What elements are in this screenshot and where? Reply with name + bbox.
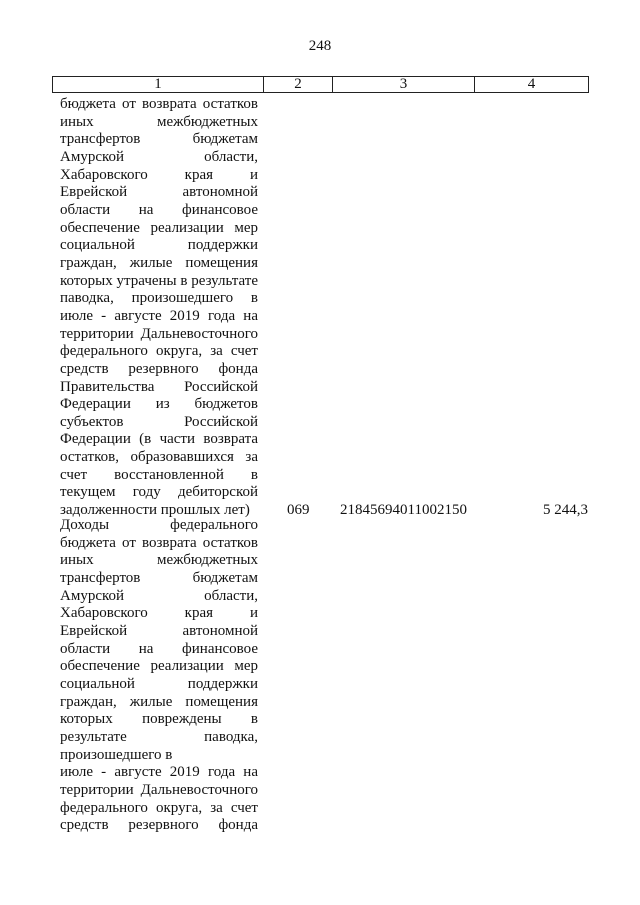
row-2-line: федерального округа, за счет [60,799,258,816]
row-2-line: результате паводка, [60,728,258,745]
row-2-line: иных межбюджетных [60,552,258,569]
row-2-line: социальной поддержки [60,675,258,692]
row-1-line: трансфертов бюджетам [60,131,258,148]
row-2-line: Еврейской автономной [60,622,258,639]
row-2-line: Амурской области, [60,587,258,604]
row-2-line: территории Дальневосточного [60,781,258,798]
row-2-line: Хабаровского края и [60,605,258,622]
row-1-line: граждан, жилые помещения [60,254,258,271]
row-1-line: территории Дальневосточного [60,325,258,342]
row-1-line: Федерации из бюджетов [60,396,258,413]
table-header-row [52,76,589,93]
row-1-line: социальной поддержки [60,237,258,254]
row-1-line: средств резервного фонда [60,360,258,377]
row-2-line: граждан, жилые помещения [60,693,258,710]
row-1-line: иных межбюджетных [60,113,258,130]
row-1-line: бюджета от возврата остатков [60,96,258,112]
column-header-4: 4 [527,76,536,92]
page-number: 248 [308,38,332,54]
row-1-line: Хабаровского края и [60,166,258,183]
row-2-description [60,517,258,835]
row-2-line: которых повреждены в [60,711,258,728]
row-1-description [60,96,258,520]
row-1-line: которых утрачены в результате [60,272,258,289]
row-2-line: трансфертов бюджетам [60,569,258,586]
row-1-amount: 5 244,3 [543,502,588,518]
row-2-line: обеспечение реализации мер [60,658,258,675]
row-1-line: счет восстановленной в [60,466,258,483]
row-1-line: субъектов Российской [60,413,258,430]
row-2-line: области на финансовое [60,640,258,657]
row-1-line: текущем году дебиторской [60,484,258,501]
row-1-line: задолженности прошлых лет) [60,502,250,519]
row-2-line: бюджета от возврата остатков [60,534,258,551]
row-1-line: остатков, образовавшихся за [60,449,258,466]
row-1-line: Амурской области, [60,148,258,165]
row-2-line: произошедшего в [60,746,173,763]
row-1-line: области на финансовое [60,201,258,218]
column-header-2: 2 [264,77,333,92]
row-1-line: июле - августе 2019 года на [60,307,258,324]
row-1-line: паводка, произошедшего в [60,290,258,307]
row-1-admin-code: 069 [287,502,310,518]
row-1-line: федерального округа, за счет [60,343,258,360]
row-1-line: Федерации (в части возврата [60,431,258,448]
row-2-line: Доходы федерального [60,517,258,533]
row-1-line: обеспечение реализации мер [60,219,258,236]
column-header-1: 1 [53,77,264,92]
row-1-line: Еврейской автономной [60,184,258,201]
row-1-line: Правительства Российской [60,378,258,395]
row-2-line: средств резервного фонда [60,817,258,834]
column-header-3: 3 [333,77,475,92]
row-2-line: июле - августе 2019 года на [60,764,258,781]
row-1-classification-code: 21845694011002150 [340,502,467,518]
